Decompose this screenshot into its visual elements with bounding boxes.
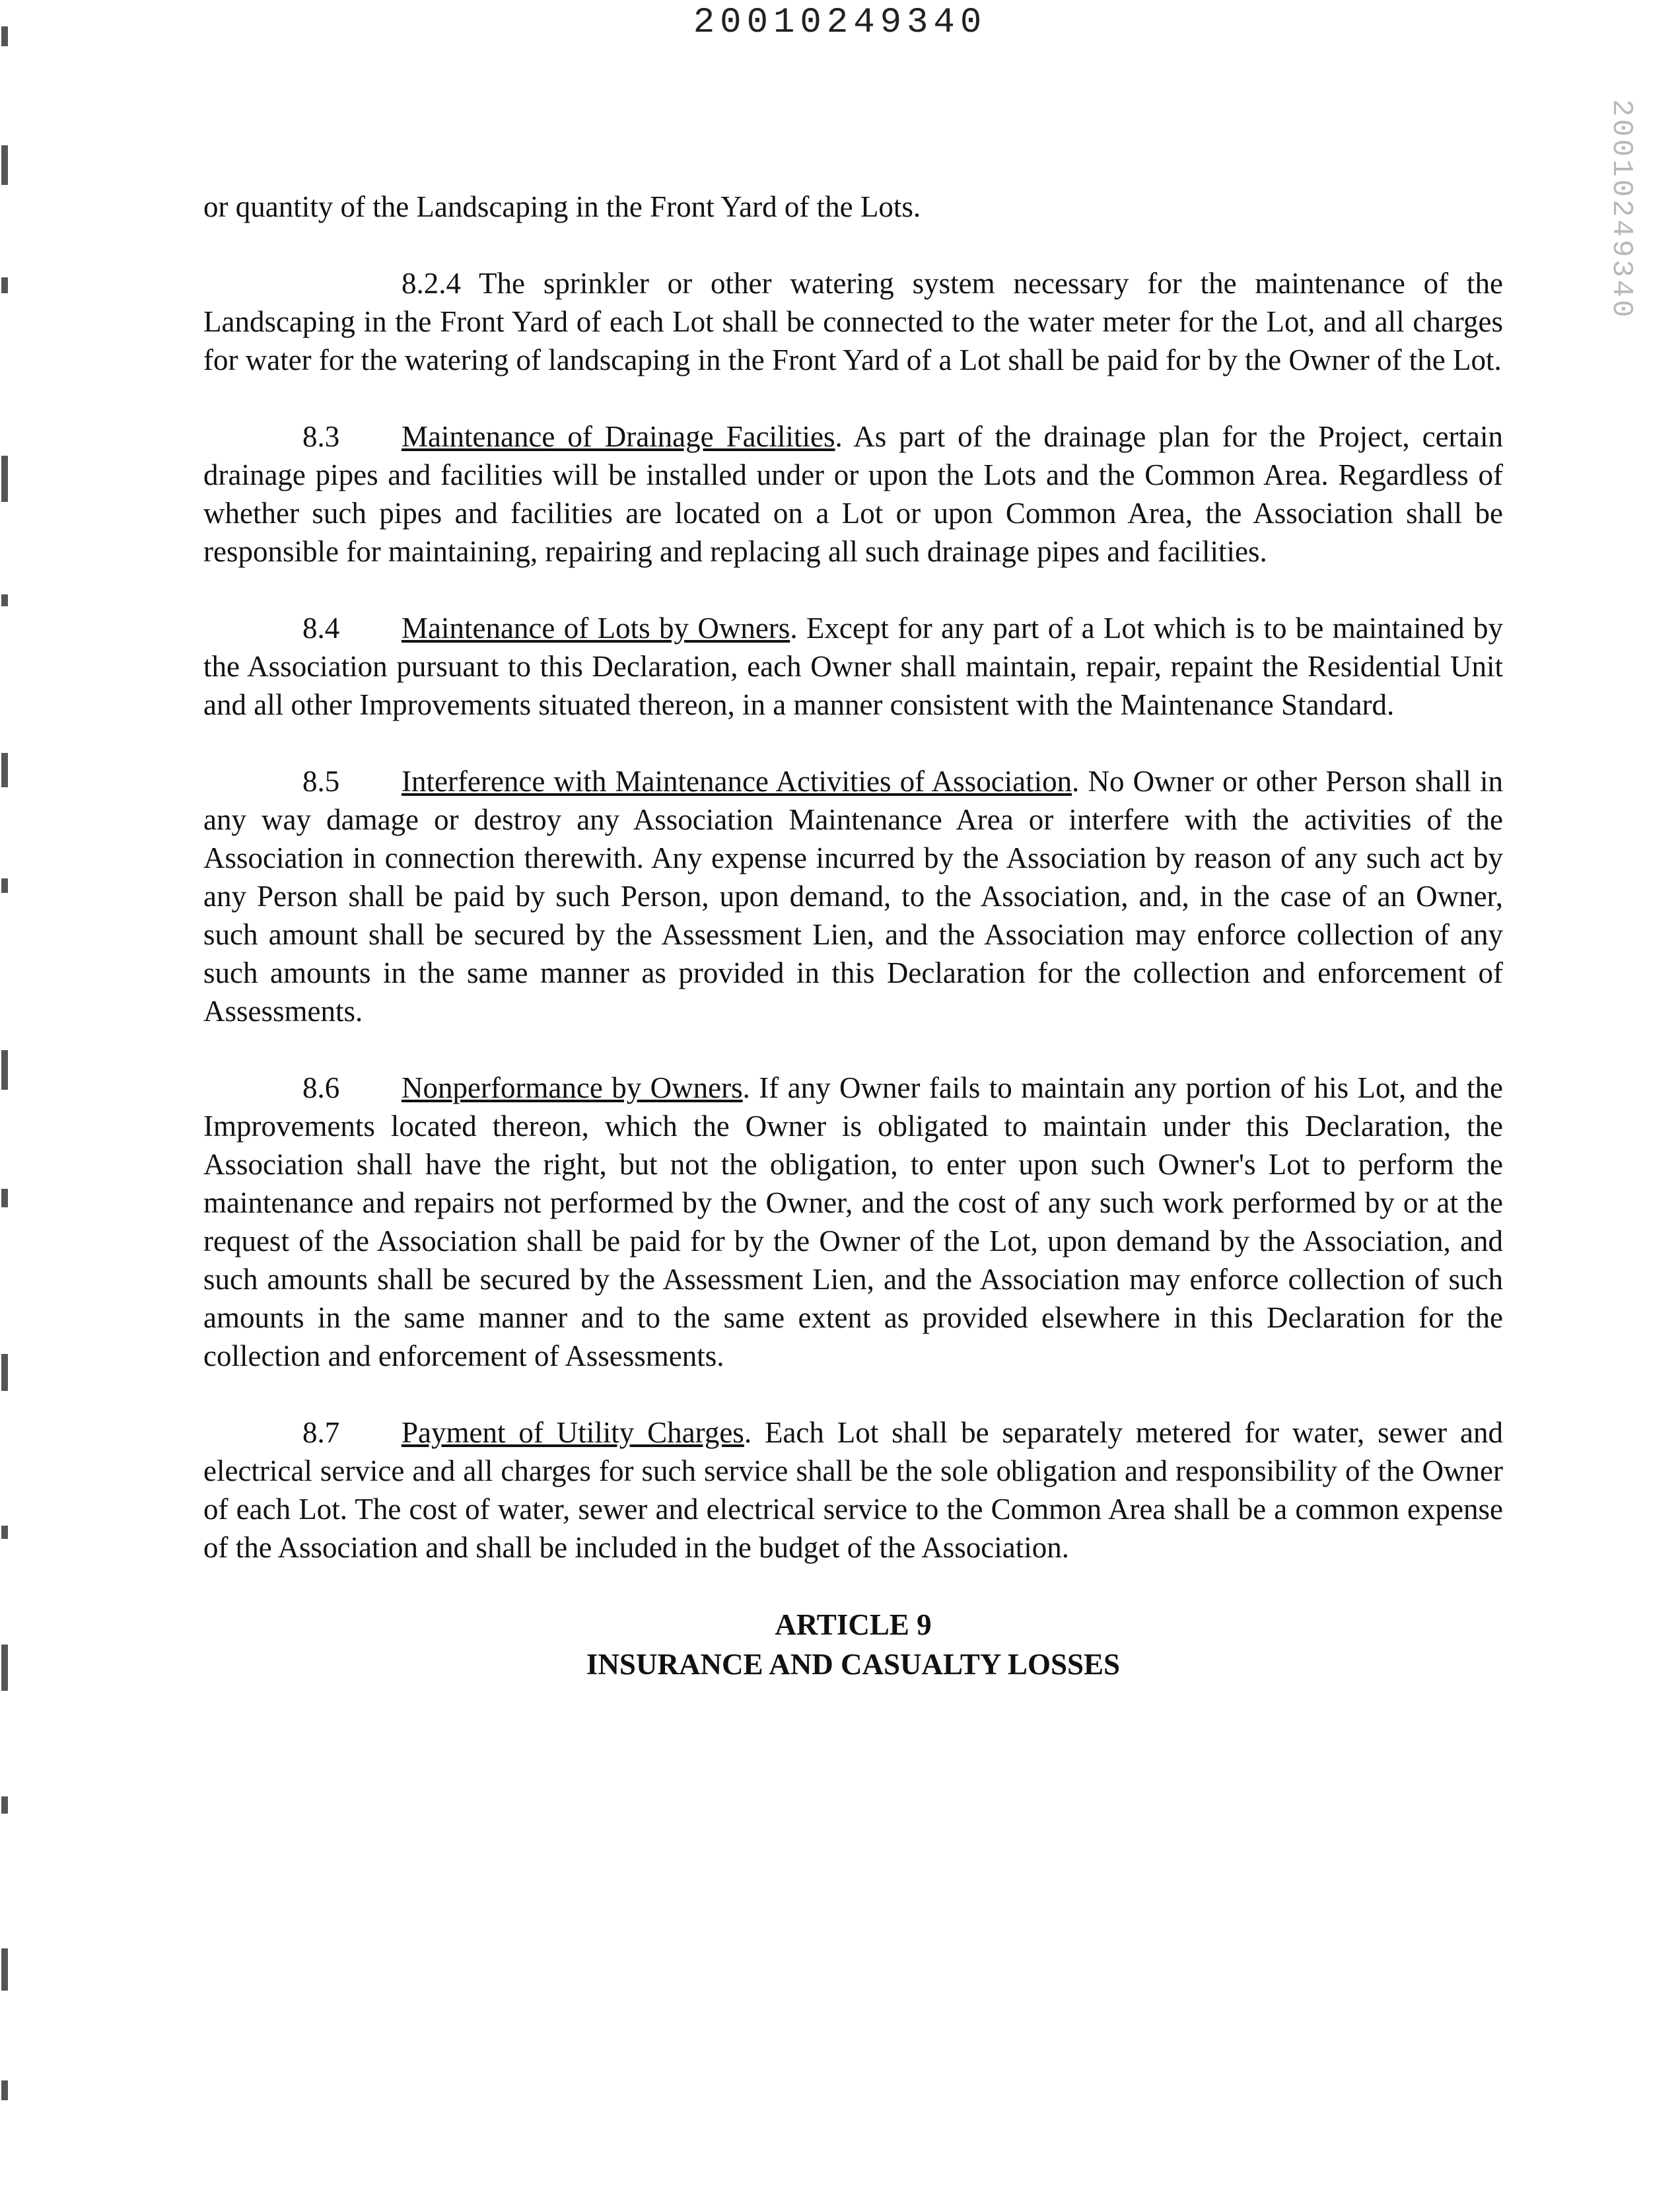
section-heading: Interference with Maintenance Activities of Association (402, 765, 1072, 798)
section-number: 8.6 (302, 1071, 340, 1104)
section-8-7 (203, 1413, 1503, 1567)
document-page (203, 188, 1503, 1684)
section-heading: Maintenance of Lots by Owners (402, 612, 790, 645)
section-number: 8.5 (302, 765, 340, 798)
section-text: . As part of the drainage plan for the Project, certain drainage pipes and facilities will be installed under or upon the Lots and the Common Area. Regardless of whether such pipes and facilities are located on a Lot or upon Common Area, the Association shall be responsible for maintaining, repairing and replacing all such drainage pipes and facilities. (203, 420, 1504, 568)
article-title: INSURANCE AND CASUALTY LOSSES (586, 1648, 1121, 1681)
section-heading: Payment of Utility Charges (402, 1416, 744, 1449)
section-text: . No Owner or other Person shall in any way damage or destroy any Association Maintenance Area or interfere with the activities of the Association in connection therewith. Any expense incurred by the Association by reason of any such act by any Person shall be paid by such Person, upon demand, to the Association, and, in the case of an Owner, such amount shall be secured by the Assessment Lien, and the Association may enforce collection of any such amounts in the same manner as provided in this Declaration for the collection and enforcement of Assessments. (203, 765, 1503, 1028)
section-text: . Each Lot shall be separately metered for water, sewer and electrical service and all charges for such service shall be the sole obligation and responsibility of the Owner of each Lot. The cost of water, sewer and electrical service to the Common Area shall be a common expense of the Association and shall be included in the budget of the Association. (203, 1416, 1503, 1564)
section-text: . Except for any part of a Lot which is to be maintained by the Association pursuant to this Declaration, each Owner shall maintain, repair, repaint the Residential Unit and all other Improvements situated thereon, in a manner consistent with the Maintenance Standard. (203, 612, 1504, 721)
side-stamp: 20010249340 (1605, 99, 1638, 320)
section-8-4 (203, 609, 1503, 724)
section-text: . If any Owner fails to maintain any portion of his Lot, and the Improvements located thereon, which the Owner is obligated to maintain under this Declaration, the Association shall have the right, but not the obligation, to enter upon such Owner's Lot to perform the maintenance and repairs not performed by the Owner, and the cost of any such work performed by or at the request of the Association shall be paid for by the Owner of the Lot, upon demand by the Association, and such amounts shall be secured by the Assessment Lien, and the Association may enforce collection of such amounts in the same manner and to the same extent as provided elsewhere in this Declaration for the collection and enforcement of Assessments. (203, 1071, 1503, 1372)
scan-edge-marks (0, 0, 15, 2198)
article-heading (203, 1605, 1503, 1684)
section-8-3 (203, 417, 1503, 571)
section-number: 8.3 (302, 420, 340, 453)
article-label: ARTICLE 9 (775, 1608, 932, 1641)
section-heading: Maintenance of Drainage Facilities (402, 420, 835, 453)
section-8-6 (203, 1069, 1503, 1375)
section-heading: Nonperformance by Owners (402, 1071, 743, 1104)
section-8-2-4-text: 8.2.4 The sprinkler or other watering system necessary for the maintenance of the Landscaping in the Front Yard of each Lot shall be connected to the water meter for the Lot, and all charges for water for the watering of landscaping in the Front Yard of a Lot shall be paid for by the Owner of the Lot. (203, 267, 1503, 376)
section-number: 8.7 (302, 1416, 340, 1449)
section-8-2-4 (203, 264, 1503, 379)
document-number: 20010249340 (693, 3, 987, 43)
section-8-5 (203, 762, 1503, 1030)
continuation-paragraph: or quantity of the Landscaping in the Front Yard of the Lots. (203, 190, 921, 223)
section-number: 8.4 (302, 612, 340, 645)
